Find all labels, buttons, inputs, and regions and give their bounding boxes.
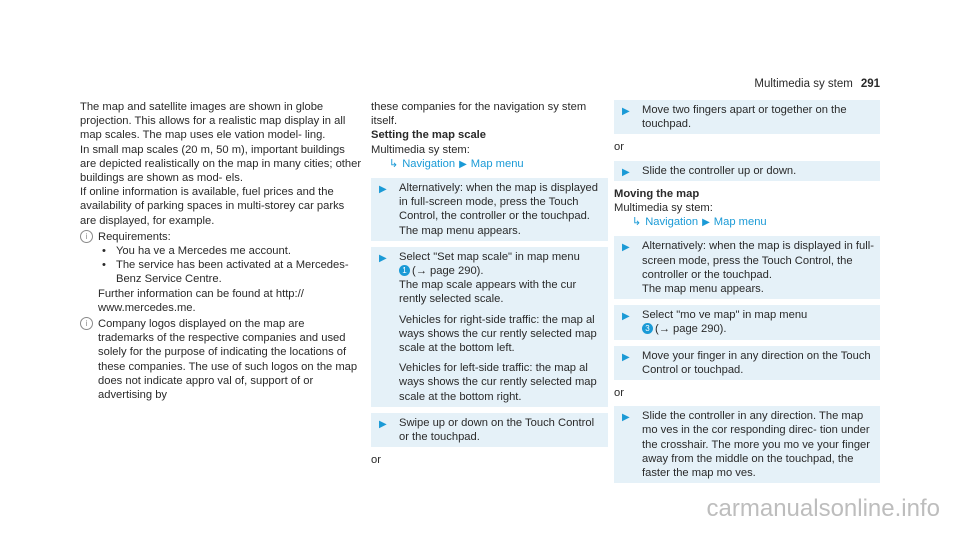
step-arrow-icon: ▶ (379, 418, 387, 430)
step-arrow-icon: ▶ (622, 351, 630, 363)
step-arrow-icon: ▶ (622, 166, 630, 178)
instruction-step: ▶ Alternatively: when the map is displayed in full-screen mode, press the Touch Control, the controller or the touchpad. The map menu appears. (614, 236, 880, 299)
system-label: Multimedia sy stem: (371, 143, 470, 156)
step-arrow-icon: ▶ (622, 311, 630, 323)
section-heading: Moving the map (614, 187, 700, 200)
section-title: Multimedia sy stem (754, 78, 853, 90)
path-arrow-icon: ↳ (389, 157, 399, 170)
chevron-right-icon: ▶ (459, 158, 467, 170)
step-arrow-icon: ▶ (622, 242, 630, 254)
column-middle (371, 100, 608, 467)
paragraph: If online information is available, fuel prices and the availability of parking spaces in multi-storey car parks are displayed, for example. (80, 186, 345, 227)
instruction-step: ▶ Move two fingers apart or together on the touchpad. (614, 100, 880, 134)
or-label: or (614, 141, 624, 154)
instruction-step: ▶ Select "Set map scale" in map menu 1 (→ page 290). The map scale appears with the cur rently selected scale. Vehicles for right-side traffic: the map al ways shows the cur rently selected map scale at the bottom left. Vehicles for left-side traffic: the map al ways shows the cur rently selected map scale at the bottom right. (371, 247, 608, 407)
step-arrow-icon: ▶ (622, 412, 630, 424)
column-right (614, 100, 880, 489)
step-arrow-icon: ▶ (379, 184, 387, 196)
paragraph: these companies for the navigation sy stem itself. (371, 101, 587, 128)
chevron-right-icon: ▶ (702, 217, 710, 229)
list-item: • The service has been activated at a Mercedes-Benz Service Centre. (102, 259, 349, 286)
page-header (754, 78, 880, 90)
or-label: or (614, 387, 624, 400)
step-arrow-icon: ▶ (622, 106, 630, 117)
requirements-note (80, 230, 362, 244)
logo-note: i Company logos displayed on the map are trademarks of the respective companies and used solely for the purpose of indicating the locations of these companies. The use of such logos on the map does not indicate appro val of, support of or advertising by (80, 317, 362, 402)
callout-number: 1 (399, 265, 410, 276)
info-icon: i (80, 230, 93, 243)
instruction-step: ▶ Alternatively: when the map is displayed in full-screen mode, press the Touch Control, the controller or the touchpad. The map menu appears. (371, 178, 608, 241)
paragraph: In small map scales (20 m, 50 m), important buildings are depicted realistically on the map in many cities; other buildings are shown as mod- els. (80, 143, 362, 185)
instruction-step: ▶ Slide the controller in any direction. The map mo ves in the cor responding direc- tion under the crosshair. The more you mo ve your finger away from the middle on the touchpad, the faster the map mo ves. (614, 406, 880, 483)
instruction-step: ▶ Swipe up or down on the Touch Control or the touchpad. (371, 413, 608, 447)
paragraph: The map and satellite images are shown in globe projection. This allows for a realistic map display in all map scales. The map uses ele vation model- ling. (80, 101, 346, 142)
instruction-step: ▶ Slide the controller up or down. (614, 161, 880, 181)
section-heading: Setting the map scale (371, 129, 487, 142)
bullet-icon: • (102, 259, 106, 272)
requirements-label: Requirements: (98, 230, 171, 243)
step-arrow-icon: ▶ (379, 252, 387, 264)
further-info: Further information can be found at http:// www.mercedes.me. (98, 287, 304, 314)
page-number: 291 (860, 78, 880, 90)
info-icon: i (80, 317, 93, 330)
or-label: or (371, 454, 381, 467)
bullet-icon: • (102, 245, 106, 258)
system-label: Multimedia sy stem: (614, 202, 713, 215)
path-arrow-icon: ↳ (632, 216, 642, 229)
menu-path: ↳ Navigation ▶ Map menu (389, 157, 524, 170)
instruction-step: ▶ Select "mo ve map" in map menu 3 (→ page 290). (614, 305, 880, 339)
column-left (80, 100, 362, 402)
menu-path: ↳ Navigation ▶ Map menu (632, 216, 767, 229)
instruction-step: ▶ Move your finger in any direction on the Touch Control or touchpad. (614, 346, 880, 380)
callout-number: 3 (642, 323, 653, 334)
list-item: • You ha ve a Mercedes me account. (102, 245, 291, 258)
watermark: carmanualsonline.info (706, 495, 940, 522)
